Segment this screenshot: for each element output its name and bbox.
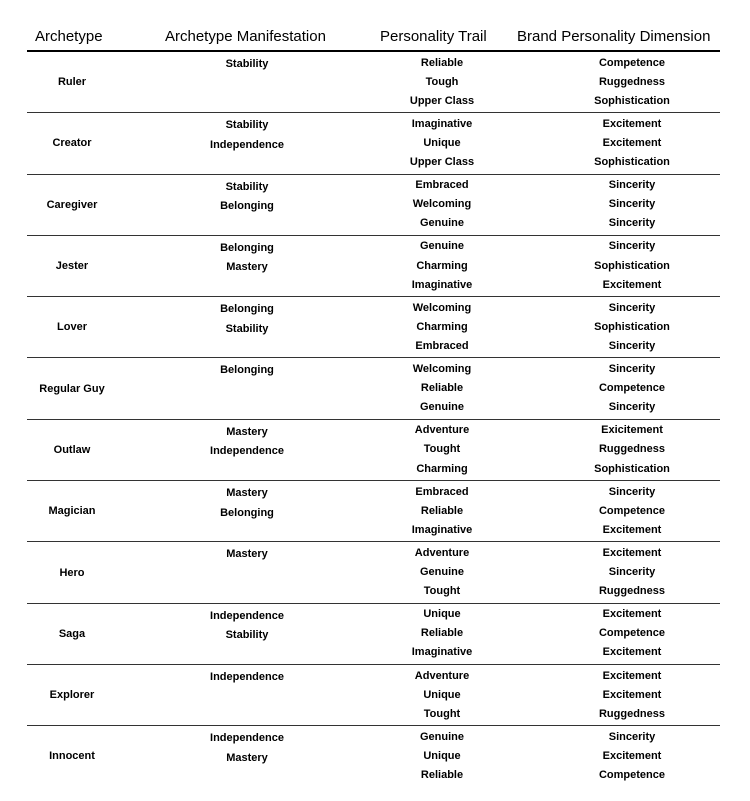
- table-row: [27, 542, 720, 603]
- table-row: [27, 358, 720, 419]
- manifestation-cell: Independence: [210, 445, 284, 458]
- manifestation-cell: Mastery: [226, 261, 268, 274]
- archetype-cell: Explorer: [49, 689, 95, 702]
- dimension-cell: Exicitement: [601, 424, 663, 437]
- manifestation-cell: [177, 77, 317, 91]
- trait-cell: Genuine: [419, 217, 464, 230]
- trait-cell: Imaginative: [411, 523, 473, 536]
- manifestation-cell: Independence: [210, 138, 284, 151]
- dimension-cell: Sincerity: [608, 240, 656, 253]
- archetype-cell: Regular Guy: [39, 382, 105, 395]
- table-row: [27, 297, 720, 358]
- dimension-cell: Excitement: [602, 136, 662, 149]
- dimension-cell: Sincerity: [608, 217, 656, 230]
- manifestation-cell: Stability: [225, 322, 269, 335]
- table-row: [27, 726, 720, 786]
- dimension-cell: Excitement: [602, 117, 662, 130]
- trait-cell: Upper Class: [409, 156, 475, 169]
- trait-column: [382, 52, 502, 112]
- manifestation-cell: Belonging: [220, 303, 274, 316]
- dimension-cell: Sophistication: [594, 259, 670, 272]
- dimension-column: [557, 665, 707, 725]
- dimension-column: [557, 358, 707, 418]
- trait-cell: Imaginative: [411, 646, 473, 659]
- dimension-cell: Sophistication: [594, 94, 670, 107]
- dimension-column: [557, 297, 707, 357]
- dimension-column: [557, 236, 707, 296]
- manifestation-cell: Belonging: [220, 200, 274, 213]
- dimension-cell: Sincerity: [608, 339, 656, 352]
- table-row: [27, 481, 720, 542]
- trait-cell: Unique: [423, 749, 461, 762]
- trait-column: [382, 420, 502, 480]
- dimension-cell: Sincerity: [608, 566, 656, 579]
- archetype-cell: Jester: [55, 260, 89, 273]
- archetype-cell: Lover: [57, 321, 87, 334]
- header-manifestation: Archetype Manifestation: [165, 28, 326, 45]
- dimension-cell: Sophistication: [594, 320, 670, 333]
- trait-column: [382, 297, 502, 357]
- table-row: [27, 420, 720, 481]
- manifestation-cell: [177, 689, 317, 703]
- manifestation-column: [177, 542, 317, 602]
- manifestation-cell: Stability: [225, 180, 269, 193]
- trait-cell: Reliable: [420, 382, 464, 395]
- table-body: [27, 52, 720, 787]
- archetype-cell: Creator: [52, 137, 92, 150]
- table-row: [27, 604, 720, 665]
- manifestation-cell: Mastery: [226, 425, 268, 438]
- trait-column: [382, 665, 502, 725]
- table-row: [27, 236, 720, 297]
- archetype-cell: Innocent: [49, 750, 95, 763]
- dimension-cell: Excitement: [602, 749, 662, 762]
- manifestation-cell: Stability: [225, 58, 269, 70]
- dimension-cell: Sophistication: [594, 156, 670, 169]
- dimension-cell: Ruggedness: [598, 75, 665, 88]
- manifestation-cell: Stability: [225, 119, 269, 132]
- dimension-cell: Sophistication: [594, 462, 670, 475]
- trait-column: [382, 113, 502, 173]
- manifestation-column: [177, 726, 317, 786]
- dimension-cell: Excitement: [602, 646, 662, 659]
- trait-cell: Imaginative: [411, 278, 473, 291]
- manifestation-cell: Belonging: [220, 506, 274, 519]
- manifestation-cell: [177, 383, 317, 397]
- dimension-cell: Sincerity: [608, 730, 656, 743]
- trait-cell: Tought: [423, 585, 461, 598]
- dimension-column: [557, 420, 707, 480]
- trait-cell: Unique: [423, 608, 461, 621]
- dimension-cell: Excitement: [602, 669, 662, 682]
- header-trait: Personality Trail: [380, 28, 487, 45]
- trait-cell: Charming: [416, 259, 468, 272]
- manifestation-cell: Mastery: [226, 548, 268, 561]
- trait-cell: Unique: [423, 136, 461, 149]
- manifestation-cell: Independence: [210, 609, 284, 622]
- dimension-cell: Excitement: [602, 688, 662, 701]
- trait-cell: Genuine: [419, 401, 464, 414]
- manifestation-column: [177, 297, 317, 357]
- table-row: [27, 175, 720, 236]
- trait-column: [382, 175, 502, 235]
- dimension-cell: Excitement: [602, 523, 662, 536]
- trait-cell: Adventure: [414, 424, 470, 437]
- manifestation-column: [177, 665, 317, 725]
- trait-cell: Welcoming: [412, 198, 472, 211]
- trait-cell: Imaginative: [411, 117, 473, 130]
- trait-column: [382, 604, 502, 664]
- table-header: [27, 22, 720, 52]
- trait-cell: Upper Class: [409, 94, 475, 107]
- manifestation-cell: Independence: [210, 732, 284, 745]
- archetype-cell: Magician: [48, 505, 96, 518]
- manifestation-column: [177, 481, 317, 541]
- archetype-table: [27, 22, 720, 787]
- trait-cell: Welcoming: [412, 301, 472, 314]
- trait-cell: Tough: [425, 75, 459, 88]
- trait-cell: Reliable: [420, 56, 464, 69]
- archetype-cell: Saga: [58, 627, 86, 640]
- dimension-cell: Ruggedness: [598, 707, 665, 720]
- trait-cell: Adventure: [414, 546, 470, 559]
- dimension-cell: Ruggedness: [598, 443, 665, 456]
- trait-cell: Embraced: [415, 485, 469, 498]
- dimension-cell: Competence: [598, 627, 666, 640]
- trait-column: [382, 236, 502, 296]
- header-dimension: Brand Personality Dimension: [517, 28, 711, 45]
- manifestation-column: [177, 420, 317, 480]
- dimension-cell: Sincerity: [608, 198, 656, 211]
- archetype-cell: Outlaw: [53, 443, 91, 456]
- trait-cell: Welcoming: [412, 363, 472, 376]
- manifestation-column: [177, 113, 317, 173]
- trait-column: [382, 481, 502, 541]
- dimension-cell: Excitement: [602, 608, 662, 621]
- manifestation-column: [177, 358, 317, 418]
- dimension-column: [557, 726, 707, 786]
- dimension-cell: Competence: [598, 56, 666, 69]
- dimension-column: [557, 604, 707, 664]
- trait-cell: Unique: [423, 688, 461, 701]
- trait-column: [382, 726, 502, 786]
- manifestation-cell: [177, 567, 317, 581]
- trait-column: [382, 358, 502, 418]
- trait-cell: Charming: [416, 462, 468, 475]
- trait-cell: Embraced: [415, 339, 469, 352]
- trait-cell: Adventure: [414, 669, 470, 682]
- dimension-cell: Competence: [598, 504, 666, 517]
- dimension-cell: Competence: [598, 769, 666, 781]
- trait-cell: Tought: [423, 707, 461, 720]
- dimension-column: [557, 481, 707, 541]
- trait-cell: Reliable: [420, 769, 464, 781]
- dimension-cell: Competence: [598, 382, 666, 395]
- archetype-cell: Hero: [59, 566, 85, 579]
- trait-cell: Genuine: [419, 730, 464, 743]
- manifestation-column: [177, 604, 317, 664]
- header-archetype: Archetype: [35, 28, 103, 45]
- trait-cell: Genuine: [419, 566, 464, 579]
- table-row: [27, 52, 720, 113]
- manifestation-column: [177, 52, 317, 112]
- trait-cell: Genuine: [419, 240, 464, 253]
- dimension-cell: Excitement: [602, 546, 662, 559]
- dimension-cell: Excitement: [602, 278, 662, 291]
- archetype-cell: Ruler: [57, 76, 87, 89]
- manifestation-cell: Stability: [225, 629, 269, 642]
- dimension-cell: Ruggedness: [598, 585, 665, 598]
- table-row: [27, 665, 720, 726]
- dimension-cell: Sincerity: [608, 401, 656, 414]
- dimension-cell: Sincerity: [608, 301, 656, 314]
- dimension-cell: Sincerity: [608, 485, 656, 498]
- trait-cell: Reliable: [420, 504, 464, 517]
- manifestation-cell: Mastery: [226, 751, 268, 764]
- trait-cell: Tought: [423, 443, 461, 456]
- dimension-column: [557, 175, 707, 235]
- table-row: [27, 113, 720, 174]
- dimension-column: [557, 52, 707, 112]
- manifestation-cell: Mastery: [226, 487, 268, 500]
- manifestation-cell: Independence: [210, 670, 284, 683]
- trait-cell: Reliable: [420, 627, 464, 640]
- trait-column: [382, 542, 502, 602]
- manifestation-cell: Belonging: [220, 364, 274, 377]
- manifestation-cell: Belonging: [220, 241, 274, 254]
- dimension-cell: Sincerity: [608, 363, 656, 376]
- archetype-cell: Caregiver: [46, 198, 98, 211]
- dimension-column: [557, 542, 707, 602]
- dimension-cell: Sincerity: [608, 179, 656, 192]
- manifestation-column: [177, 236, 317, 296]
- dimension-column: [557, 113, 707, 173]
- trait-cell: Charming: [416, 320, 468, 333]
- trait-cell: Embraced: [415, 179, 469, 192]
- manifestation-column: [177, 175, 317, 235]
